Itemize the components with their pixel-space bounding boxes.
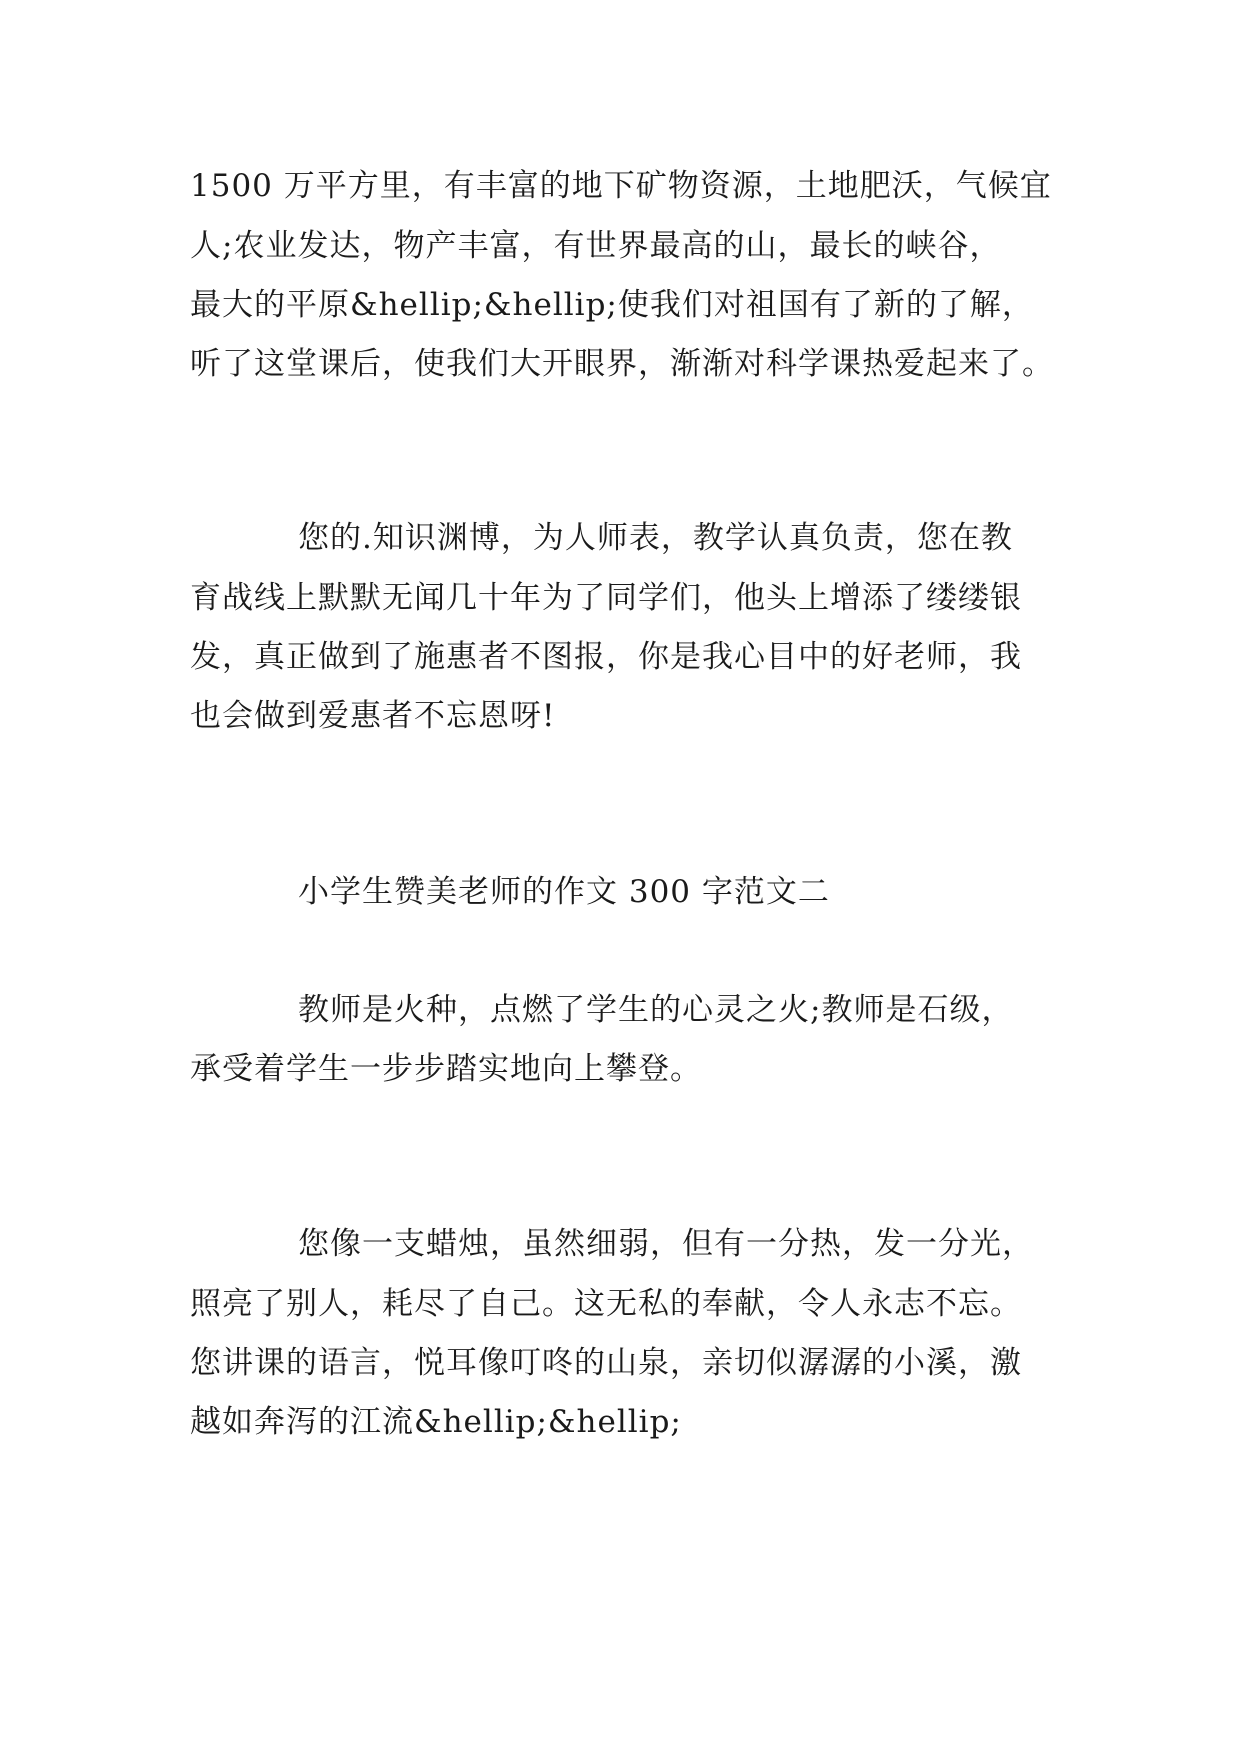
paragraph-line: 教师是火种，点燃了学生的心灵之火;教师是石级， [298, 992, 1014, 1028]
paragraph-line: 发，真正做到了施惠者不图报，你是我心目中的好老师，我 [190, 639, 1022, 675]
paragraph-line: 1500 万平方里，有丰富的地下矿物资源，土地肥沃，气候宜 [190, 168, 1052, 204]
paragraph-line: 人;农业发达，物产丰富，有世界最高的山，最长的峡谷， [190, 228, 1002, 264]
paragraph-line: 听了这堂课后，使我们大开眼界，渐渐对科学课热爱起来了。 [190, 346, 1054, 382]
paragraph-line: 也会做到爱惠者不忘恩呀! [190, 698, 556, 734]
paragraph-line: 育战线上默默无闻几十年为了同学们，他头上增添了缕缕银 [190, 580, 1022, 616]
paragraph-line: 最大的平原&hellip;&hellip;使我们对祖国有了新的了解， [190, 287, 1034, 323]
paragraph-line: 您的.知识渊博，为人师表，教学认真负责，您在教 [298, 520, 1013, 556]
section-heading: 小学生赞美老师的作文 300 字范文二 [298, 874, 830, 910]
paragraph-line: 照亮了别人，耗尽了自己。这无私的奉献，令人永志不忘。 [190, 1286, 1022, 1322]
paragraph-line: 承受着学生一步步踏实地向上攀登。 [190, 1051, 702, 1087]
paragraph-line: 越如奔泻的江流&hellip;&hellip; [190, 1404, 682, 1440]
paragraph-line: 您讲课的语言，悦耳像叮咚的山泉，亲切似潺潺的小溪，激 [190, 1345, 1022, 1381]
paragraph-line: 您像一支蜡烛，虽然细弱，但有一分热，发一分光， [298, 1226, 1034, 1262]
